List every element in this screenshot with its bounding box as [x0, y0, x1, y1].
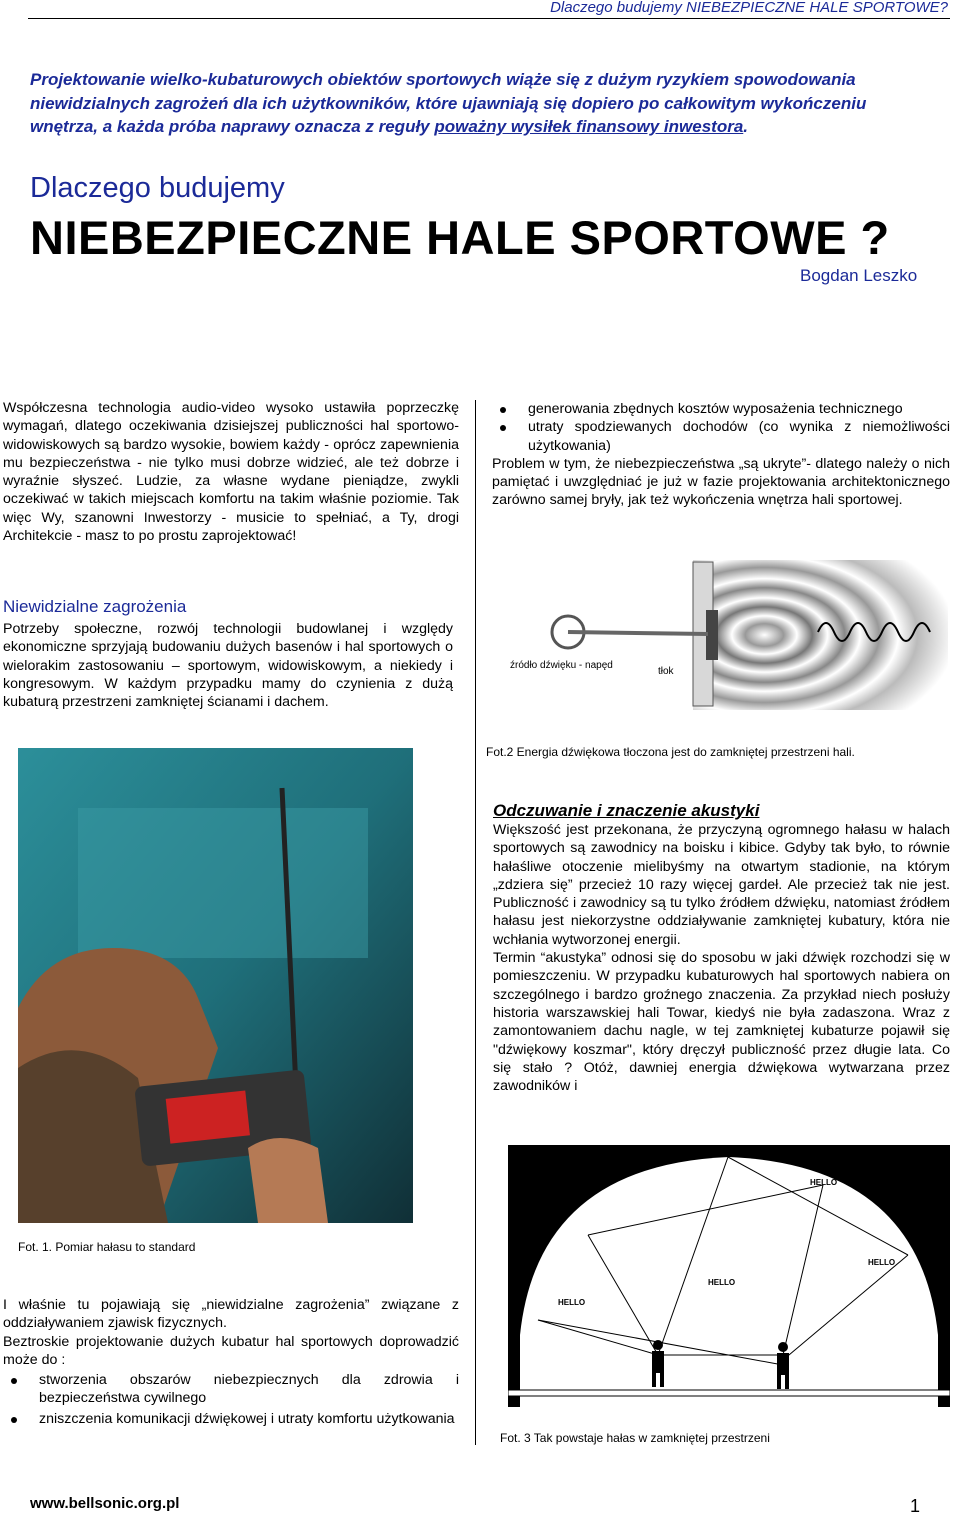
- lead-underlined-text: poważny wysiłek finansowy inwestora: [434, 117, 744, 136]
- problem-paragraph: Problem w tym, że niebezpieczeństwa „są ukryte”- dlatego należy o nich pamiętać i uwzględniać je już w fazie projektowania architektonicznego zarówno samej bryły, jak też wykończenia wnętrza hali sportowej.: [492, 455, 950, 509]
- list-item: stworzenia obszarów niebezpiecznych dla zdrowia i bezpieczeństwa cywilnego: [3, 1371, 459, 1408]
- bottom-left-block: [3, 1296, 459, 1428]
- header-rule: [28, 18, 950, 19]
- list-item: generowania zbędnych kosztów wyposażenia technicznego: [492, 400, 950, 418]
- floor-line: [508, 1390, 950, 1396]
- figure-1-drawing: [18, 748, 413, 1223]
- label-source: źródło dźwięku - napęd: [510, 660, 613, 671]
- label-piston: tłok: [658, 666, 674, 677]
- figure-1-photo: [18, 748, 413, 1223]
- lead-text: Projektowanie wielko-kubaturowych obiektów sportowych wiąże się z dużym ryzykiem spowodowania niewidzialnych zagrożeń dla ich użytkowników, które ujawniają się dopiero po całkowitym wykończeniu wnętrza, a każda próba naprawy oznacza z reguły: [30, 70, 867, 136]
- figure-3-drawing: [508, 1145, 950, 1407]
- right-top-block: [492, 400, 950, 510]
- device-display: [166, 1091, 250, 1144]
- cost-bullet-list: [492, 400, 950, 455]
- figure-3-dome: [508, 1145, 950, 1407]
- title-line-2: NIEBEZPIECZNE HALE SPORTOWE ?: [30, 211, 890, 264]
- acoustics-paragraph-1: Większość jest przekonana, że przyczyną ogromnego hałasu w halach sportowych są zawodnicy na boisku i kibice. Gdyby tak było, to równie hałaśliwe otoczenie mielibyśmy na otwartym stadionie, na którym „zdziera się” przecież 10 razy więcej gardeł. Ale przecież tak nie jest. Publiczność i zawodnicy są tu tylko źródłem dźwięku, natomiast źródłem hałasu jest niekorzystne oddziaływanie zamkniętej kubatury, która nie wchłania wytworzonej energii.: [493, 822, 950, 948]
- figure-2-drawing: [498, 560, 948, 710]
- reflection-label: HELLO: [868, 1258, 896, 1267]
- hand: [248, 1138, 328, 1223]
- connecting-rod: [568, 632, 708, 634]
- figure-3-caption: Fot. 3 Tak powstaje hałas w zamkniętej przestrzeni: [500, 1431, 770, 1445]
- figure-2-caption: Fot.2 Energia dźwiękowa tłoczona jest do zamkniętej przestrzeni hali.: [486, 745, 855, 759]
- page-number: 1: [910, 1496, 921, 1516]
- hazards-heading: Niewidzialne zagrożenia: [3, 597, 187, 616]
- reflection-label: HELLO: [558, 1298, 586, 1307]
- figure-2-sound-waves: [498, 560, 948, 710]
- author: Bogdan Leszko: [800, 266, 918, 285]
- list-item: zniszczenia komunikacji dźwiękowej i utraty komfortu użytkowania: [3, 1410, 459, 1428]
- hazards-paragraph: Potrzeby społeczne, rozwój technologii budowlanej i względy ekonomiczne sprzyjają budowaniu dużych basenów i hal sportowych o wielorakim zastosowaniu – sportowym, widowiskowym, a niekiedy i kongresowym. W każdym przypadku mamy do czynienia z dużą kubaturą przestrzeni zamkniętej ścianami i dachem.: [3, 621, 453, 711]
- list-item: utraty spodziewanych dochodów (co wynika z niemożliwości użytkowania): [492, 418, 950, 455]
- column-divider: [475, 400, 476, 1445]
- title-line-1: Dlaczego budujemy: [30, 172, 285, 204]
- running-header: Dlaczego budujemy NIEBEZPIECZNE HALE SPORTOWE?: [550, 0, 948, 16]
- lead-end: .: [743, 117, 749, 136]
- hazards-intro: I właśnie tu pojawiają się „niewidzialne zagrożenia” związane z oddziaływaniem zjawisk fizycznych.: [3, 1297, 459, 1332]
- intro-paragraph: Współczesna technologia audio-video wysoko ustawiła poprzeczkę wymagań, dlatego oczekiwania dzisiejszej publiczności hal sportowo-widowiskowych są bardzo wysokie, bowiem każdy - oprócz zapewnienia mu bezpieczeństwa - nie tylko musi dobrze widzieć, ale też dobrze i wyraźnie słyszeć. Ludzie, za własne wydane pieniądze, zwykli oczekiwać w takich miejscach komfortu na takim właśnie poziomie. Tak więc Wy, szanowni Inwestorzy - musicie to spełniać, a Ty, drogi Architekcie - masz to po prostu zaprojektować!: [3, 400, 459, 545]
- acoustics-paragraph-2: Termin “akustyka” odnosi się do sposobu w jaki dźwięk rozchodzi się w pomieszczeniu. W przypadku kubaturowych hal sportowych nabiera on szczególnego i bardzo groźnego znaczenia. Za przykład niech posłuży historia warszawskiej hali Towar, kiedyś nie była zadaszona. Wraz z zamontowaniem dachu nagle, w tej zamkniętej kubaturze pojawił się "dźwiękowy koszmar", który dręczył publiczność przez długie lata. Co się stało ? Otóż, dawniej energia dźwiękowa wytwarzana przez zawodników i: [493, 950, 950, 1095]
- lead-paragraph: [30, 68, 925, 139]
- design-warning: Beztroskie projektowanie dużych kubatur hal sportowych doprowadzić może do :: [3, 1333, 459, 1368]
- reflection-label: HELLO: [708, 1278, 736, 1287]
- consequence-list: [3, 1371, 459, 1428]
- acoustics-heading: Odczuwanie i znaczenie akustyki: [493, 801, 760, 820]
- figure-1-caption: Fot. 1. Pomiar hałasu to standard: [18, 1240, 196, 1254]
- reflection-label: HELLO: [810, 1178, 838, 1187]
- wave-field: [693, 560, 948, 710]
- footer-url: www.bellsonic.org.pl: [30, 1495, 180, 1512]
- scoreboard-blur: [78, 808, 368, 958]
- acoustics-body: [493, 821, 950, 1095]
